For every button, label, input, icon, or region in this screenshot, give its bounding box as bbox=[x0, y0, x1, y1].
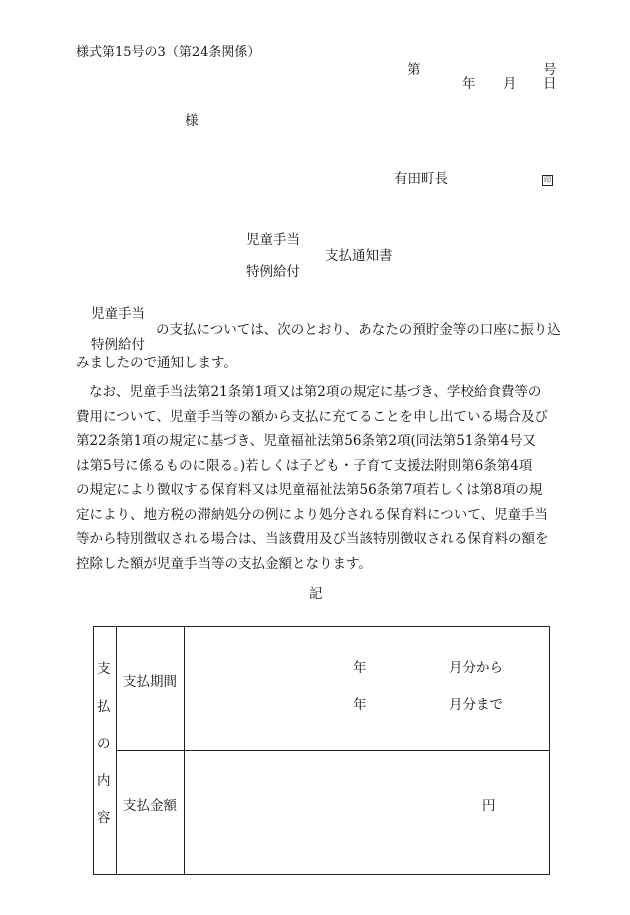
document-title: 支払通知書 bbox=[325, 248, 393, 264]
payment-period-label: 支払期間 bbox=[123, 674, 177, 690]
paragraph-2-line: 第22条第1項の規定に基づき、児童福祉法第56条第2項(同法第51条第4号又 bbox=[76, 433, 537, 449]
paragraph-2-line: は第5号に係るものに限る。)若しくは子ども・子育て支援法附則第6条第4項 bbox=[76, 457, 533, 474]
addressee-suffix: 様 bbox=[185, 113, 199, 129]
ki-heading: 記 bbox=[309, 586, 323, 602]
table-vertical-label-char: の bbox=[97, 736, 111, 752]
paragraph-2 bbox=[76, 380, 556, 576]
period-from-year: 年 bbox=[353, 660, 367, 676]
title-option-child-allowance: 児童手当 bbox=[246, 232, 300, 248]
number-suffix: 号 bbox=[543, 62, 557, 78]
number-prefix: 第 bbox=[407, 62, 421, 78]
paragraph-2-line: 控除した額が児童手当等の支払金額となります。 bbox=[76, 555, 372, 572]
paragraph-2-line: 費用について、児童手当等の額から支払に充てることを申し出ている場合及び bbox=[76, 408, 548, 425]
issuer-title: 有田町長 bbox=[394, 171, 448, 187]
payment-amount-label: 支払金額 bbox=[123, 798, 177, 814]
paragraph-2-line: 定により、地方税の滞納処分の例により処分される保育料について、児童手当 bbox=[76, 506, 548, 523]
date-year: 年 bbox=[462, 76, 476, 92]
paragraph-1-line-1: の支払については、次のとおり、あなたの預貯金等の口座に振り込 bbox=[156, 322, 561, 338]
period-to-month: 月分まで bbox=[449, 697, 503, 713]
date-day: 日 bbox=[543, 76, 557, 92]
table-vertical-label-char: 払 bbox=[97, 699, 111, 715]
table-vertical-label-char: 内 bbox=[97, 773, 111, 789]
table-divider bbox=[116, 750, 550, 751]
title-option-special-benefit: 特例給付 bbox=[246, 264, 300, 280]
period-from-month: 月分から bbox=[449, 660, 503, 676]
paragraph-2-line: の規定により徴収する保育料又は児童福祉法第56条第7項若しくは第8項の規 bbox=[76, 482, 543, 498]
body-option-special-benefit: 特例給付 bbox=[91, 337, 145, 353]
yen-unit: 円 bbox=[482, 798, 496, 814]
paragraph-2-line: 等から特別徴収される場合は、当該費用及び当該特別徴収される保育料の額を bbox=[76, 531, 549, 547]
form-reference: 様式第15号の3（第24条関係） bbox=[76, 45, 261, 60]
paragraph-1-line-2: みましたので通知します。 bbox=[76, 355, 237, 371]
table-vertical-label-char: 容 bbox=[97, 810, 111, 826]
date-month: 月 bbox=[503, 76, 517, 92]
table-vertical-label-char: 支 bbox=[97, 661, 111, 677]
paragraph-2-line: なお、児童手当法第21条第1項又は第2項の規定に基づき、学校給食費等の bbox=[89, 384, 542, 400]
seal-mark: 印 bbox=[544, 176, 551, 184]
period-to-year: 年 bbox=[353, 697, 367, 713]
body-option-child-allowance: 児童手当 bbox=[91, 306, 145, 322]
